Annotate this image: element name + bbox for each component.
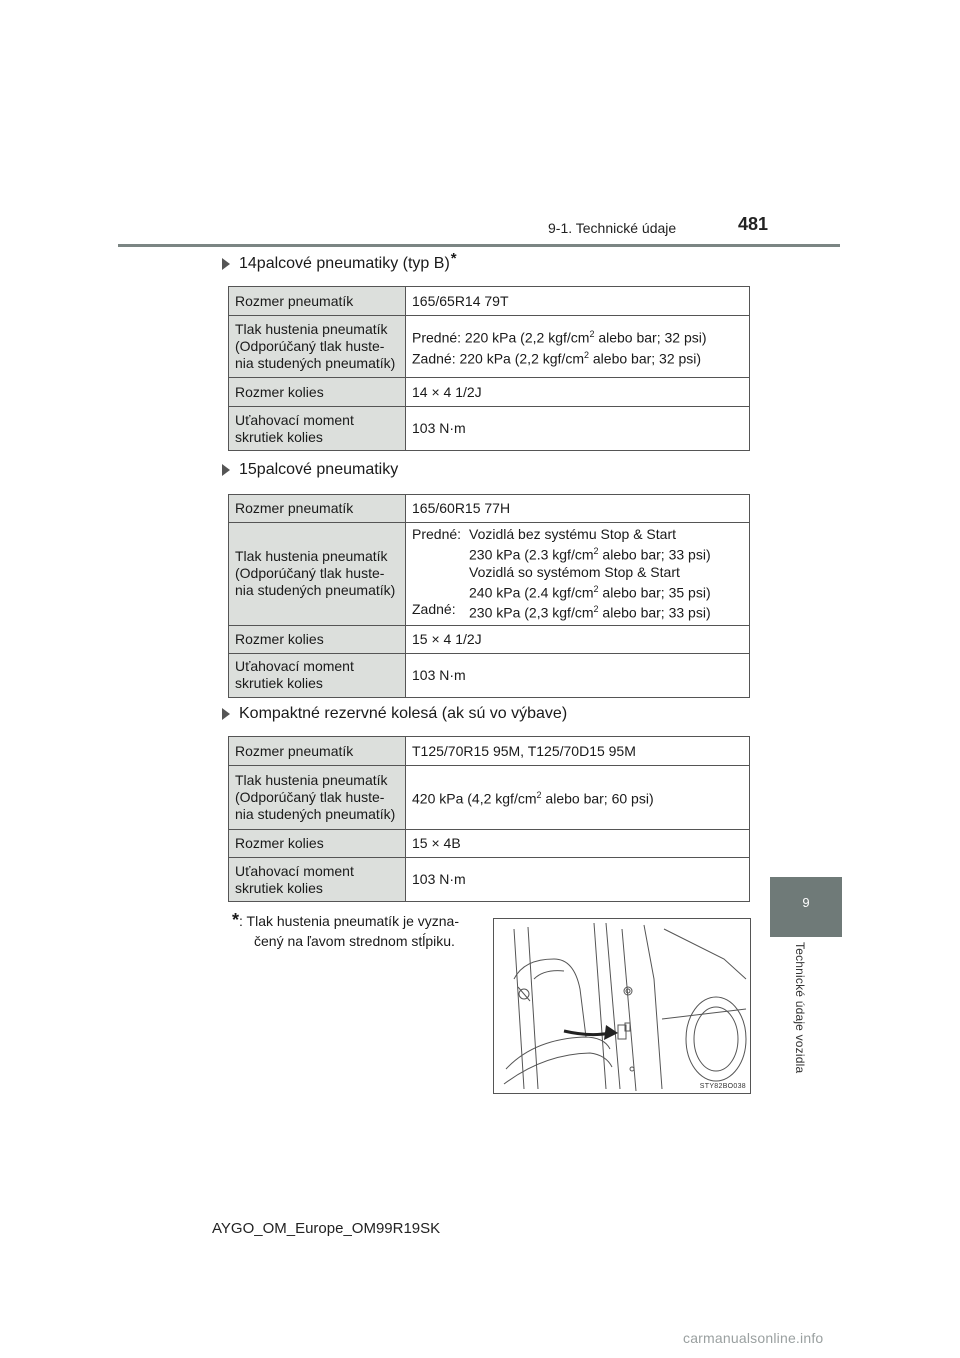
row-label: Rozmer pneumatík — [229, 495, 406, 523]
row-label: Rozmer pneumatík — [229, 287, 406, 316]
label-line: Uťahovací moment — [235, 411, 354, 428]
pressure-key — [412, 543, 469, 564]
footnote-line: : Tlak hustenia pneumatík je vyzna- — [239, 913, 459, 929]
section-heading-spare — [222, 705, 567, 723]
car-door-pillar-illustration — [494, 919, 750, 1093]
row-value: 103 N·m — [406, 407, 750, 451]
row-label: Rozmer kolies — [229, 830, 406, 858]
pressure-key — [412, 564, 469, 581]
spec-table-15 — [228, 494, 750, 698]
label-line: Tlak hustenia pneumatík — [235, 321, 388, 337]
label-line: skrutiek kolies — [235, 879, 323, 896]
page-number: 481 — [738, 214, 769, 234]
table-row — [229, 407, 750, 451]
row-label: Rozmer pneumatík — [229, 737, 406, 766]
table-row — [229, 495, 750, 523]
pressure-text: Vozidlá so systémom Stop & Start — [469, 563, 680, 580]
section-heading-14 — [222, 249, 457, 273]
row-value: 15 × 4 1/2J — [406, 625, 750, 653]
pressure-key: Predné: — [412, 526, 462, 542]
label-line: Tlak hustenia pneumatík — [235, 772, 388, 788]
row-value: 165/65R14 79T — [406, 287, 750, 316]
table-row — [229, 523, 750, 626]
table-row — [229, 378, 750, 407]
triangle-bullet-icon — [222, 464, 230, 476]
spec-table-14 — [228, 286, 750, 451]
pressure-text: 240 kPa (2.4 kgf/$cm^2$ alebo bar; 35 psi) — [469, 583, 711, 601]
pressure-text: Vozidlá bez systému Stop & Start — [469, 526, 676, 542]
row-value: 165/60R15 77H — [406, 495, 750, 523]
row-label — [229, 858, 406, 902]
row-value — [406, 523, 750, 626]
row-label: Rozmer kolies — [229, 625, 406, 653]
section-heading-15 — [222, 461, 398, 479]
row-value: 14 × 4 1/2J — [406, 378, 750, 407]
label-line: (Odporúčaný tlak huste- — [235, 789, 385, 805]
row-value — [406, 766, 750, 830]
table-row — [229, 766, 750, 830]
label-line: (Odporúčaný tlak huste- — [235, 565, 385, 582]
footnote — [232, 910, 492, 951]
row-label — [229, 523, 406, 626]
watermark: carmanualsonline.info — [683, 1330, 824, 1346]
figure-code: STY82BO038 — [699, 1083, 746, 1090]
chapter-tab[interactable] — [770, 877, 842, 937]
row-label — [229, 766, 406, 830]
label-line: nia studených pneumatík) — [235, 806, 396, 822]
table-row — [229, 737, 750, 766]
section-title: 9-1. Technické údaje — [548, 220, 677, 236]
triangle-bullet-icon — [222, 258, 230, 270]
heading-text: 15palcové pneumatiky — [239, 461, 399, 478]
label-line: nia studených pneumatík) — [235, 355, 396, 371]
chapter-number: 9 — [802, 895, 810, 910]
label-line: skrutiek kolies — [235, 675, 323, 692]
table-row — [229, 653, 750, 697]
heading-text: Kompaktné rezervné kolesá (ak sú vo výbave) — [239, 705, 568, 722]
row-value: T125/70R15 95M, T125/70D15 95M — [406, 737, 750, 766]
label-line: (Odporúčaný tlak huste- — [235, 338, 385, 354]
footnote-mark: * — [232, 910, 240, 930]
label-line: Tlak hustenia pneumatík — [235, 548, 388, 565]
table-row — [229, 830, 750, 858]
row-value — [406, 316, 750, 378]
label-line: Uťahovací moment — [235, 658, 354, 675]
pressure-key — [412, 581, 469, 602]
chapter-label: Technické údaje vozidla — [793, 942, 807, 1074]
pressure-list — [412, 526, 743, 622]
value-line: Predné: 220 kPa (2,2 kgf/$cm^2$ alebo bar; 32 psi) — [412, 328, 707, 346]
header-divider — [118, 244, 840, 247]
label-line: skrutiek kolies — [235, 428, 323, 445]
pressure-text: 230 kPa (2.3 kgf/$cm^2$ alebo bar; 33 psi) — [469, 546, 711, 563]
spec-table-spare — [228, 736, 750, 902]
triangle-bullet-icon — [222, 708, 230, 720]
row-label — [229, 653, 406, 697]
row-label — [229, 316, 406, 378]
row-value: 15 × 4B — [406, 830, 750, 858]
pressure-key: Zadné: — [412, 601, 456, 618]
document-id: AYGO_OM_Europe_OM99R19SK — [212, 1220, 441, 1237]
pressure-text: 230 kPa (2,3 kgf/$cm^2$ alebo bar; 33 psi) — [469, 604, 711, 621]
label-line: Uťahovací moment — [235, 862, 354, 879]
row-value: 103 N·m — [406, 858, 750, 902]
footnote-mark: * — [450, 249, 457, 267]
heading-text: 14palcové pneumatiky (typ B) — [239, 255, 450, 272]
table-row — [229, 625, 750, 653]
value-line: 420 kPa (4,2 kgf/$cm^2$ alebo bar; 60 psi) — [412, 790, 654, 807]
footnote-line: čený na ľavom strednom stĺpiku. — [254, 933, 455, 949]
tire-label-illustration — [493, 918, 751, 1094]
row-label — [229, 407, 406, 451]
table-row — [229, 858, 750, 902]
table-row — [229, 316, 750, 378]
label-line: nia studených pneumatík) — [235, 582, 396, 599]
row-label: Rozmer kolies — [229, 378, 406, 407]
value-line: Zadné: 220 kPa (2,2 kgf/$cm^2$ alebo bar; 32 psi) — [412, 349, 702, 367]
table-row — [229, 287, 750, 316]
row-value: 103 N·m — [406, 653, 750, 697]
